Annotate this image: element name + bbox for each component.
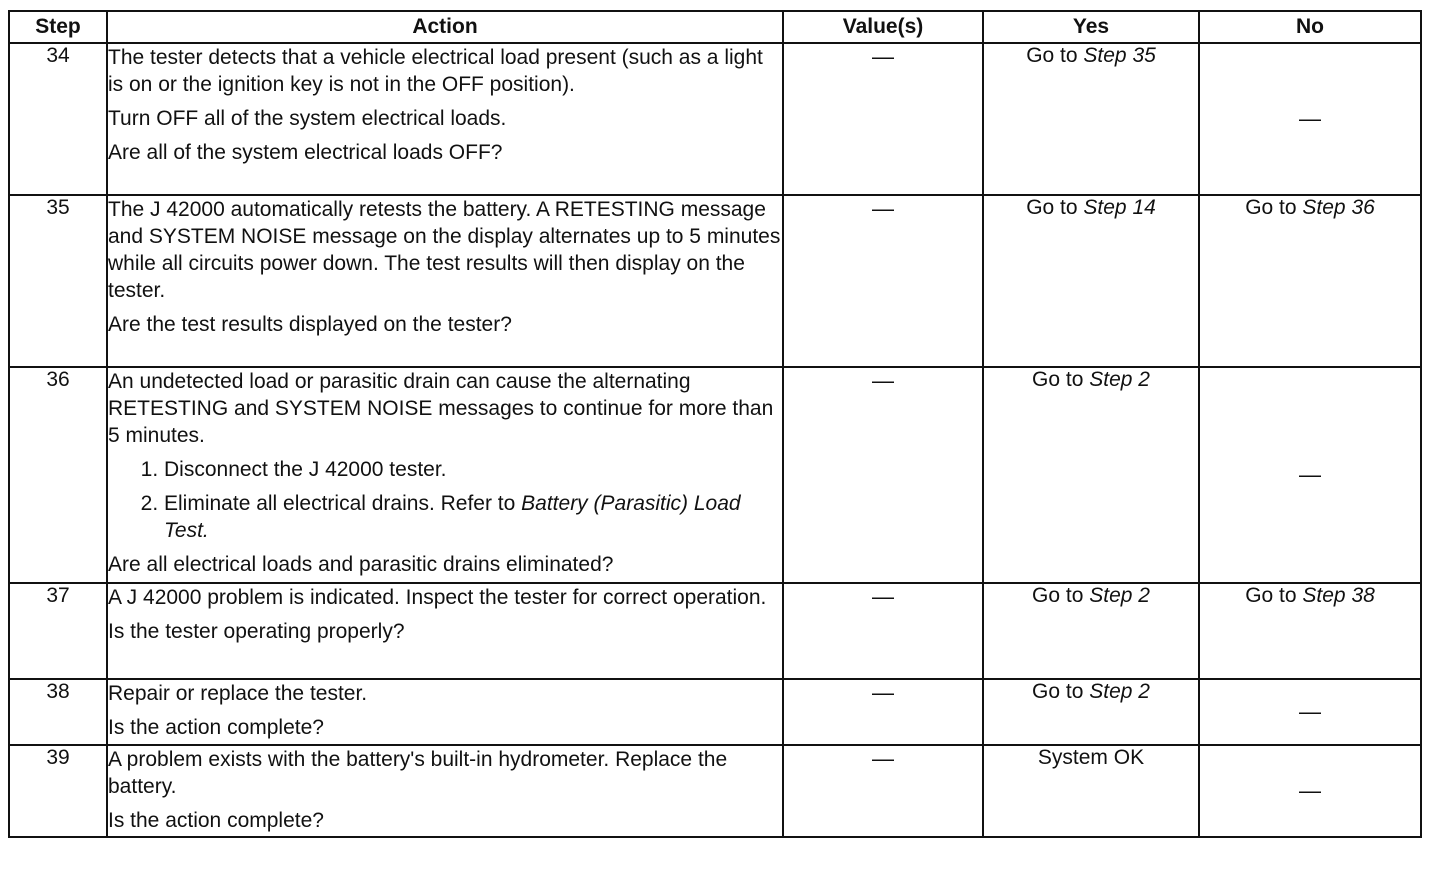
goto-step-link[interactable]: Step 2 [1089,584,1150,607]
action-question: Is the tester operating properly? [108,620,405,643]
no-cell [1199,195,1421,367]
goto-prefix: Go to [1032,680,1084,703]
table-row [9,679,1421,745]
action-text: Repair or replace the tester. [108,682,368,705]
action-question: Are all of the system electrical loads OFF? [108,141,503,164]
table-row [9,195,1421,367]
value-cell: — [783,745,983,837]
goto-prefix: Go to [1026,196,1078,219]
header-row [9,11,1421,43]
goto-step-link[interactable]: Step 36 [1302,196,1375,219]
step-number: 38 [9,679,107,745]
yes-cell [983,195,1199,367]
action-cell [107,43,783,195]
list-item-text: Eliminate all electrical drains. Refer to [164,492,516,515]
goto-prefix: Go to [1245,584,1297,607]
action-cell [107,195,783,367]
list-item: 1. Disconnect the J 42000 tester. [164,456,782,483]
yes-cell [983,367,1199,583]
goto-prefix: Go to [1026,44,1078,67]
step-number: 39 [9,745,107,837]
action-cell [107,583,783,679]
goto-step-link[interactable]: Step 2 [1089,680,1150,703]
action-question: Are the test results displayed on the tester? [108,313,512,336]
value-cell: — [783,367,983,583]
step-number: 34 [9,43,107,195]
no-cell: — [1199,367,1421,583]
goto-step-link[interactable]: Step 35 [1083,44,1156,67]
action-text: The J 42000 automatically retests the battery. A RETESTING message and SYSTEM NOISE message on the display alternates up to 5 minutes while all circuits power down. The test results will then display on the tester. [108,198,781,302]
goto-step-link[interactable]: Step 2 [1089,368,1150,391]
step-number: 36 [9,367,107,583]
action-question: Are all electrical loads and parasitic drains eliminated? [108,553,614,576]
action-list [108,456,782,544]
yes-cell [983,583,1199,679]
header-yes: Yes [983,11,1199,43]
goto-step-link[interactable]: Step 14 [1083,196,1156,219]
table-row [9,745,1421,837]
table-row [9,583,1421,679]
value-cell: — [783,195,983,367]
action-text: A J 42000 problem is indicated. Inspect the tester for correct operation. [108,586,767,609]
no-cell [1199,583,1421,679]
value-cell: — [783,583,983,679]
action-cell [107,679,783,745]
yes-cell [983,43,1199,195]
header-action: Action [107,11,783,43]
action-text: An undetected load or parasitic drain can cause the alternating RETESTING and SYSTEM NOISE messages to continue for more than 5 minutes. [108,370,774,447]
header-no: No [1199,11,1421,43]
header-step: Step [9,11,107,43]
step-number: 35 [9,195,107,367]
action-question: Is the action complete? [108,716,324,739]
action-text: A problem exists with the battery's built-in hydrometer. Replace the battery. [108,748,728,798]
action-cell [107,745,783,837]
yes-cell: System OK [983,745,1199,837]
reference-link[interactable]: Battery (Parasitic) Load Test. [164,492,741,542]
yes-cell [983,679,1199,745]
action-cell [107,367,783,583]
list-item [164,490,782,544]
action-text: Turn OFF all of the system electrical loads. [108,107,507,130]
no-cell: — [1199,43,1421,195]
table-row [9,43,1421,195]
no-cell: — [1199,679,1421,745]
goto-prefix: Go to [1032,368,1084,391]
value-cell: — [783,43,983,195]
action-question: Is the action complete? [108,809,324,832]
value-cell: — [783,679,983,745]
header-values: Value(s) [783,11,983,43]
goto-step-link[interactable]: Step 38 [1302,584,1375,607]
goto-prefix: Go to [1245,196,1297,219]
step-number: 37 [9,583,107,679]
action-text: The tester detects that a vehicle electrical load present (such as a light is on or the ignition key is not in the OFF position). [108,46,763,96]
no-cell: — [1199,745,1421,837]
table-row [9,367,1421,583]
diagnostic-table [8,10,1422,838]
goto-prefix: Go to [1032,584,1084,607]
